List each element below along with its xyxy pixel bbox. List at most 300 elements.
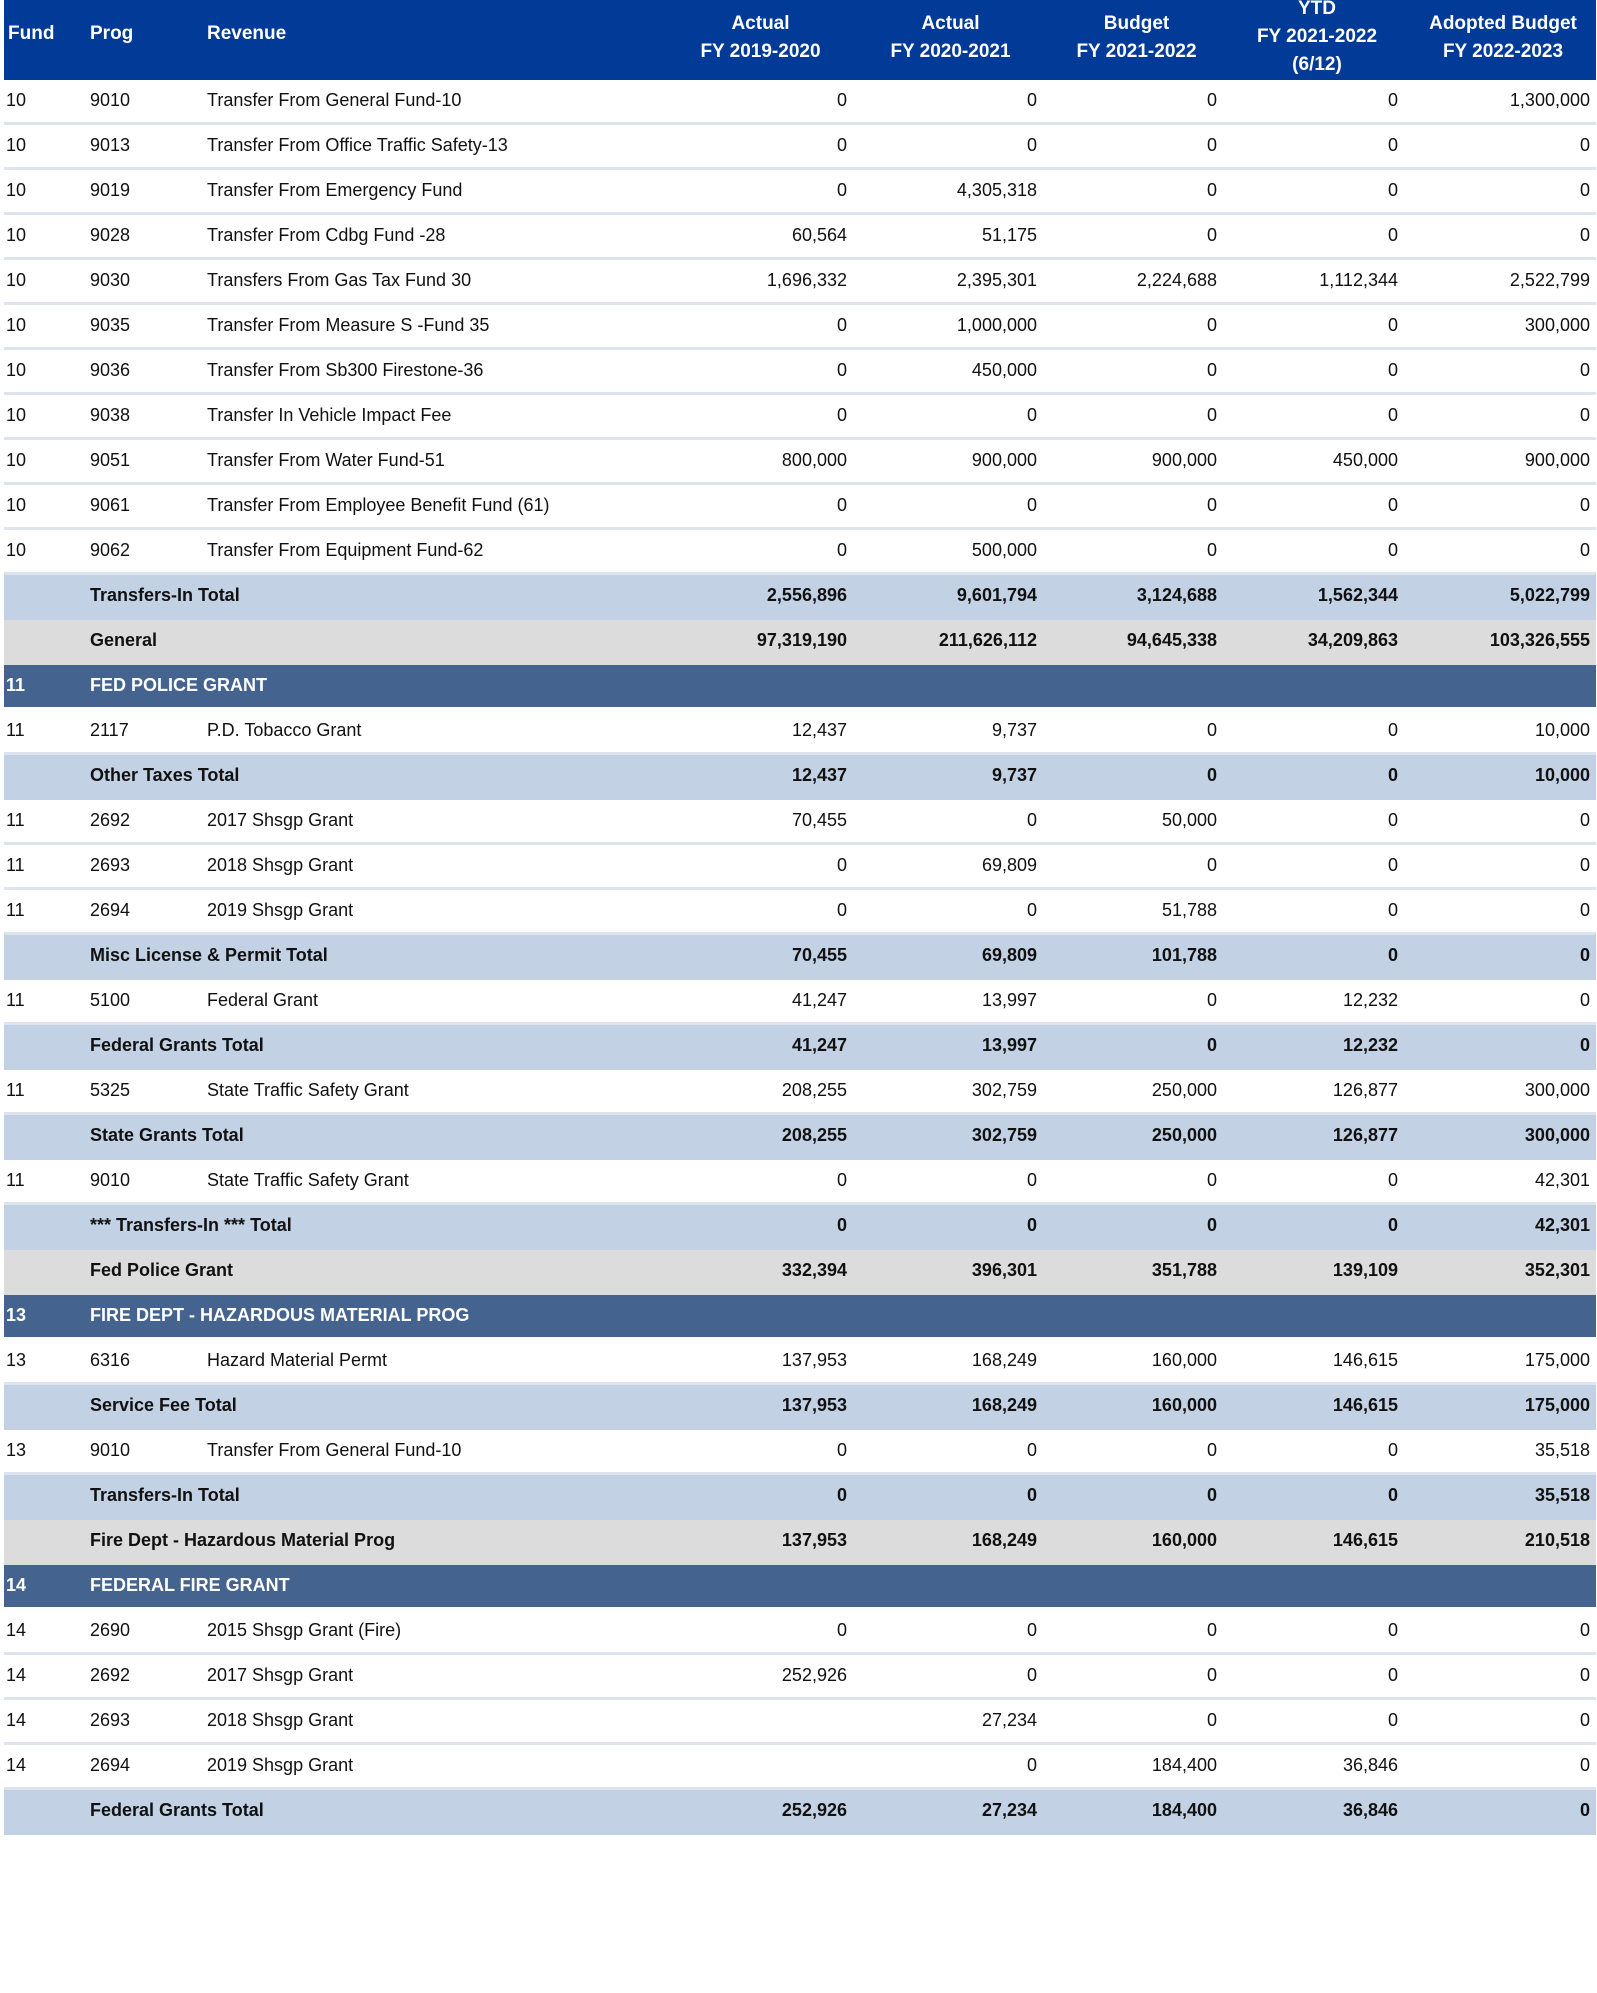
amount-col4: 0	[1387, 180, 1398, 200]
fund-cell: 10	[6, 495, 27, 515]
amount-col2: 13,997	[981, 1035, 1037, 1055]
fund-title: FIRE DEPT - HAZARDOUS MATERIAL PROG	[90, 1305, 470, 1325]
amount-col4: 0	[1387, 720, 1398, 740]
amount-col4: 0	[1387, 225, 1398, 245]
fund-cell: 11	[6, 1170, 25, 1190]
table-row	[4, 395, 1596, 440]
amount-col4: 0	[1387, 1620, 1398, 1640]
amount-col5: 0	[1579, 1035, 1590, 1055]
amount-col1: 0	[836, 90, 847, 110]
amount-col2: 2,395,301	[956, 270, 1037, 290]
total-label: Fed Police Grant	[90, 1260, 234, 1280]
prog-cell: 2690	[90, 1620, 131, 1640]
prog-cell: 6316	[90, 1350, 131, 1370]
amount-col4: 0	[1387, 1440, 1398, 1460]
amount-col3: 0	[1206, 1035, 1217, 1055]
amount-col3: 0	[1206, 855, 1217, 875]
subtotal-row	[4, 1025, 1596, 1070]
prog-cell: 2693	[90, 1710, 131, 1730]
revenue-description: Transfer From Cdbg Fund -28	[207, 225, 446, 245]
prog-cell: 2694	[90, 900, 131, 920]
amount-col3: 160,000	[1151, 1395, 1217, 1415]
amount-col1: 0	[836, 495, 847, 515]
amount-col5: 0	[1579, 225, 1590, 245]
amount-col4: 146,615	[1332, 1530, 1398, 1550]
amount-col4: 146,615	[1332, 1350, 1398, 1370]
amount-col1: 800,000	[781, 450, 847, 470]
revenue-description: P.D. Tobacco Grant	[207, 720, 362, 740]
fund-cell: 14	[6, 1665, 27, 1685]
amount-col3: 0	[1206, 1665, 1217, 1685]
amount-col1: 0	[836, 1440, 847, 1460]
table-row	[4, 215, 1596, 260]
amount-col1: 137,953	[781, 1530, 847, 1550]
header-col3-line2: FY 2021-2022	[1076, 41, 1197, 62]
amount-col5: 900,000	[1524, 450, 1590, 470]
amount-col4: 0	[1387, 945, 1398, 965]
amount-col5: 42,301	[1534, 1170, 1590, 1190]
fund-number: 14	[6, 1575, 27, 1595]
table-row	[4, 485, 1596, 530]
amount-col2: 450,000	[971, 360, 1037, 380]
amount-col1: 70,455	[791, 945, 847, 965]
total-label: General	[90, 630, 158, 650]
amount-col2: 27,234	[981, 1800, 1037, 1820]
subtotal-row	[4, 1205, 1596, 1250]
amount-col5: 0	[1579, 180, 1590, 200]
amount-col1: 0	[836, 1620, 847, 1640]
amount-col1: 41,247	[791, 990, 847, 1010]
amount-col5: 0	[1579, 1620, 1590, 1640]
amount-col4: 12,232	[1342, 1035, 1398, 1055]
fund-section-header	[4, 1295, 1596, 1340]
amount-col3: 101,788	[1151, 945, 1217, 965]
prog-cell: 2693	[90, 855, 131, 875]
table-row	[4, 1745, 1596, 1790]
amount-col5: 300,000	[1524, 315, 1590, 335]
amount-col3: 0	[1206, 315, 1217, 335]
revenue-description: Transfer From Equipment Fund-62	[207, 540, 484, 560]
revenue-description: Transfer From General Fund-10	[207, 90, 462, 110]
fund-cell: 11	[6, 720, 25, 740]
amount-col5: 0	[1579, 1665, 1590, 1685]
prog-cell: 9028	[90, 225, 131, 245]
amount-col1: 0	[836, 1485, 847, 1505]
prog-cell: 9061	[90, 495, 131, 515]
amount-col4: 0	[1387, 1665, 1398, 1685]
amount-col5: 10,000	[1534, 720, 1590, 740]
amount-col5: 210,518	[1524, 1530, 1590, 1550]
amount-col1: 70,455	[791, 810, 847, 830]
amount-col5: 0	[1579, 135, 1590, 155]
amount-col2: 396,301	[971, 1260, 1037, 1280]
total-label: State Grants Total	[90, 1125, 244, 1145]
amount-col4: 0	[1387, 1170, 1398, 1190]
prog-cell: 9019	[90, 180, 131, 200]
fund-cell: 13	[6, 1350, 27, 1370]
table-row	[4, 1700, 1596, 1745]
amount-col1: 41,247	[791, 1035, 847, 1055]
total-label: Federal Grants Total	[90, 1035, 264, 1055]
amount-col2: 4,305,318	[956, 180, 1037, 200]
table-row	[4, 305, 1596, 350]
amount-col2: 51,175	[981, 225, 1037, 245]
table-row	[4, 530, 1596, 575]
amount-col3: 50,000	[1161, 810, 1217, 830]
amount-col3: 0	[1206, 1620, 1217, 1640]
amount-col1: 252,926	[781, 1800, 847, 1820]
amount-col2: 0	[1026, 900, 1037, 920]
amount-col1: 2,556,896	[766, 585, 847, 605]
fund-cell: 14	[6, 1710, 27, 1730]
amount-col1: 97,319,190	[756, 630, 847, 650]
fund-cell: 10	[6, 225, 27, 245]
total-label: Federal Grants Total	[90, 1800, 264, 1820]
amount-col2: 168,249	[971, 1530, 1037, 1550]
amount-col1: 0	[836, 1215, 847, 1235]
amount-col3: 0	[1206, 180, 1217, 200]
fund-cell: 10	[6, 270, 27, 290]
amount-col4: 1,112,344	[1319, 270, 1398, 290]
amount-col1: 0	[836, 855, 847, 875]
prog-cell: 5100	[90, 990, 131, 1010]
amount-col2: 69,809	[981, 945, 1037, 965]
amount-col1: 0	[836, 315, 847, 335]
amount-col2: 500,000	[971, 540, 1037, 560]
amount-col2: 0	[1026, 1485, 1037, 1505]
amount-col2: 69,809	[981, 855, 1037, 875]
table-row	[4, 1340, 1596, 1385]
amount-col2: 302,759	[971, 1125, 1037, 1145]
header-col4-line3: (6/12)	[1292, 54, 1342, 75]
prog-cell: 9035	[90, 315, 131, 335]
amount-col3: 51,788	[1161, 900, 1217, 920]
amount-col5: 175,000	[1524, 1350, 1590, 1370]
header-col2-line1: Actual	[921, 13, 980, 34]
prog-cell: 2692	[90, 1665, 131, 1685]
amount-col5: 35,518	[1534, 1440, 1590, 1460]
prog-cell: 9010	[90, 1440, 131, 1460]
revenue-description: Transfers From Gas Tax Fund 30	[207, 270, 472, 290]
amount-col4: 0	[1387, 855, 1398, 875]
amount-col3: 0	[1206, 1170, 1217, 1190]
amount-col3: 0	[1206, 990, 1217, 1010]
amount-col4: 139,109	[1332, 1260, 1398, 1280]
revenue-description: 2019 Shsgp Grant	[207, 1755, 354, 1775]
subtotal-row	[4, 1475, 1596, 1520]
amount-col5: 175,000	[1524, 1395, 1590, 1415]
amount-col4: 0	[1387, 360, 1398, 380]
revenue-description: Hazard Material Permt	[207, 1350, 388, 1370]
prog-cell: 9013	[90, 135, 131, 155]
amount-col1: 0	[836, 1170, 847, 1190]
amount-col5: 2,522,799	[1509, 270, 1590, 290]
amount-col2: 168,249	[971, 1350, 1037, 1370]
subtotal-row	[4, 935, 1596, 980]
amount-col3: 184,400	[1151, 1755, 1217, 1775]
amount-col3: 160,000	[1151, 1530, 1217, 1550]
amount-col4: 0	[1387, 495, 1398, 515]
amount-col4: 0	[1387, 900, 1398, 920]
amount-col5: 0	[1579, 405, 1590, 425]
prog-cell: 2694	[90, 1755, 131, 1775]
amount-col5: 300,000	[1524, 1125, 1590, 1145]
total-label: Transfers-In Total	[90, 585, 240, 605]
amount-col2: 211,626,112	[938, 630, 1037, 650]
amount-col3: 0	[1206, 1215, 1217, 1235]
subtotal-row	[4, 575, 1596, 620]
amount-col3: 250,000	[1151, 1125, 1217, 1145]
amount-col2: 0	[1026, 1620, 1037, 1640]
amount-col2: 0	[1026, 1215, 1037, 1235]
fund-title: FED POLICE GRANT	[90, 675, 268, 695]
amount-col5: 10,000	[1534, 765, 1590, 785]
amount-col3: 0	[1206, 360, 1217, 380]
amount-col3: 900,000	[1151, 450, 1217, 470]
amount-col2: 0	[1026, 1170, 1037, 1190]
amount-col1: 0	[836, 540, 847, 560]
table-body	[4, 80, 1596, 1835]
amount-col3: 160,000	[1151, 1350, 1217, 1370]
header-fund: Fund	[8, 23, 55, 44]
revenue-description: Transfer From Measure S -Fund 35	[207, 315, 490, 335]
header-revenue: Revenue	[207, 23, 287, 44]
prog-cell: 9030	[90, 270, 131, 290]
total-label: Transfers-In Total	[90, 1485, 240, 1505]
revenue-description: 2018 Shsgp Grant	[207, 855, 354, 875]
table-row	[4, 260, 1596, 305]
amount-col1: 0	[836, 405, 847, 425]
revenue-description: Transfer From General Fund-10	[207, 1440, 462, 1460]
fund-cell: 14	[6, 1755, 27, 1775]
prog-cell: 9010	[90, 90, 131, 110]
total-label: Fire Dept - Hazardous Material Prog	[90, 1530, 396, 1550]
amount-col5: 1,300,000	[1509, 90, 1590, 110]
fund-cell: 10	[6, 90, 27, 110]
prog-cell: 9036	[90, 360, 131, 380]
fund-number: 13	[6, 1305, 27, 1325]
amount-col2: 302,759	[971, 1080, 1037, 1100]
amount-col4: 126,877	[1332, 1080, 1398, 1100]
amount-col1: 208,255	[781, 1125, 847, 1145]
amount-col5: 5,022,799	[1509, 585, 1590, 605]
table-row	[4, 1430, 1596, 1475]
amount-col2: 0	[1026, 495, 1037, 515]
fund-number: 11	[6, 675, 26, 695]
subtotal-row	[4, 1115, 1596, 1160]
amount-col5: 0	[1579, 1710, 1590, 1730]
revenue-description: Transfer In Vehicle Impact Fee	[207, 405, 452, 425]
fund-cell: 13	[6, 1440, 27, 1460]
amount-col4: 36,846	[1342, 1755, 1398, 1775]
amount-col4: 0	[1387, 405, 1398, 425]
amount-col4: 0	[1387, 540, 1398, 560]
amount-col3: 0	[1206, 765, 1217, 785]
fund-cell: 10	[6, 450, 27, 470]
revenue-description: Transfer From Emergency Fund	[207, 180, 463, 200]
amount-col2: 0	[1026, 405, 1037, 425]
table-row	[4, 170, 1596, 215]
amount-col5: 0	[1579, 900, 1590, 920]
header-prog: Prog	[90, 23, 134, 44]
revenue-description: State Traffic Safety Grant	[207, 1080, 409, 1100]
fund-total-row	[4, 620, 1596, 665]
table-row	[4, 980, 1596, 1025]
amount-col5: 0	[1579, 1755, 1590, 1775]
amount-col5: 42,301	[1534, 1215, 1590, 1235]
amount-col1: 252,926	[781, 1665, 847, 1685]
amount-col1: 137,953	[781, 1350, 847, 1370]
table-row	[4, 845, 1596, 890]
amount-col3: 0	[1206, 1710, 1217, 1730]
total-label: Misc License & Permit Total	[90, 945, 328, 965]
fund-cell: 10	[6, 135, 27, 155]
total-label: Service Fee Total	[90, 1395, 237, 1415]
amount-col2: 9,601,794	[956, 585, 1037, 605]
revenue-description: Transfer From Water Fund-51	[207, 450, 445, 470]
amount-col1: 0	[836, 900, 847, 920]
fund-cell: 10	[6, 540, 27, 560]
amount-col2: 0	[1026, 1665, 1037, 1685]
amount-col2: 0	[1026, 810, 1037, 830]
amount-col4: 12,232	[1342, 990, 1398, 1010]
fund-cell: 10	[6, 315, 27, 335]
fund-total-row	[4, 1520, 1596, 1565]
subtotal-row	[4, 1385, 1596, 1430]
amount-col4: 36,846	[1342, 1800, 1398, 1820]
amount-col5: 0	[1579, 990, 1590, 1010]
amount-col5: 35,518	[1534, 1485, 1590, 1505]
revenue-table	[4, 0, 1596, 1835]
header-col5-line2: FY 2022-2023	[1442, 41, 1564, 62]
amount-col3: 94,645,338	[1126, 630, 1217, 650]
amount-col5: 0	[1579, 495, 1590, 515]
header-col1-line2: FY 2019-2020	[700, 41, 821, 62]
header-col1-line1: Actual	[731, 13, 790, 34]
fund-cell: 11	[6, 855, 25, 875]
subtotal-row	[4, 755, 1596, 800]
amount-col3: 0	[1206, 225, 1217, 245]
table-row	[4, 125, 1596, 170]
revenue-description: Transfer From Sb300 Firestone-36	[207, 360, 484, 380]
prog-cell: 2692	[90, 810, 131, 830]
amount-col2: 0	[1026, 1755, 1037, 1775]
amount-col5: 300,000	[1524, 1080, 1590, 1100]
table-row	[4, 1160, 1596, 1205]
table-row	[4, 800, 1596, 845]
amount-col4: 0	[1387, 1215, 1398, 1235]
amount-col1: 0	[836, 135, 847, 155]
amount-col2: 13,997	[981, 990, 1037, 1010]
amount-col4: 450,000	[1332, 450, 1398, 470]
fund-cell: 10	[6, 405, 27, 425]
amount-col4: 0	[1387, 1710, 1398, 1730]
revenue-description: 2019 Shsgp Grant	[207, 900, 354, 920]
table-row	[4, 350, 1596, 395]
amount-col2: 0	[1026, 1440, 1037, 1460]
prog-cell: 2117	[90, 720, 129, 740]
table-header	[4, 0, 1596, 80]
fund-cell: 11	[6, 990, 25, 1010]
amount-col5: 0	[1579, 945, 1590, 965]
revenue-description: Transfer From Office Traffic Safety-13	[207, 135, 508, 155]
prog-cell: 9051	[90, 450, 131, 470]
amount-col3: 0	[1206, 405, 1217, 425]
amount-col4: 0	[1387, 765, 1398, 785]
amount-col3: 0	[1206, 135, 1217, 155]
prog-cell: 9038	[90, 405, 131, 425]
amount-col4: 0	[1387, 1485, 1398, 1505]
amount-col3: 2,224,688	[1136, 270, 1217, 290]
fund-cell: 11	[6, 810, 25, 830]
amount-col2: 900,000	[971, 450, 1037, 470]
fund-title: FEDERAL FIRE GRANT	[90, 1575, 290, 1595]
fund-cell: 10	[6, 180, 27, 200]
amount-col1: 12,437	[791, 720, 847, 740]
amount-col3: 351,788	[1151, 1260, 1217, 1280]
amount-col2: 1,000,000	[956, 315, 1037, 335]
amount-col2: 9,737	[991, 765, 1037, 785]
amount-col1: 137,953	[781, 1395, 847, 1415]
prog-cell: 9010	[90, 1170, 131, 1190]
revenue-description: 2017 Shsgp Grant	[207, 1665, 354, 1685]
prog-cell: 5325	[90, 1080, 131, 1100]
amount-col4: 126,877	[1332, 1125, 1398, 1145]
amount-col4: 1,562,344	[1317, 585, 1398, 605]
table-row	[4, 80, 1596, 125]
revenue-description: Transfer From Employee Benefit Fund (61)	[207, 495, 550, 515]
amount-col5: 0	[1579, 810, 1590, 830]
fund-cell: 11	[6, 1080, 25, 1100]
revenue-description: Federal Grant	[207, 990, 319, 1010]
amount-col1: 0	[836, 180, 847, 200]
header-col5-line1: Adopted Budget	[1429, 13, 1577, 34]
subtotal-row	[4, 1790, 1596, 1835]
amount-col5: 103,326,555	[1489, 630, 1590, 650]
table-row	[4, 1070, 1596, 1115]
revenue-description: 2018 Shsgp Grant	[207, 1710, 354, 1730]
fund-total-row	[4, 1250, 1596, 1295]
amount-col1: 1,696,332	[766, 270, 847, 290]
amount-col4: 0	[1387, 315, 1398, 335]
total-label: Other Taxes Total	[90, 765, 240, 785]
fund-cell: 11	[6, 900, 25, 920]
amount-col3: 0	[1206, 1485, 1217, 1505]
amount-col3: 0	[1206, 90, 1217, 110]
amount-col4: 34,209,863	[1307, 630, 1398, 650]
amount-col5: 0	[1579, 1800, 1590, 1820]
amount-col2: 9,737	[991, 720, 1037, 740]
amount-col4: 0	[1387, 135, 1398, 155]
amount-col1: 208,255	[781, 1080, 847, 1100]
amount-col1: 0	[836, 360, 847, 380]
prog-cell: 9062	[90, 540, 131, 560]
header-col4-line2: FY 2021-2022	[1256, 26, 1378, 47]
amount-col3: 3,124,688	[1136, 585, 1217, 605]
revenue-description: 2017 Shsgp Grant	[207, 810, 354, 830]
table-row	[4, 1655, 1596, 1700]
amount-col4: 146,615	[1332, 1395, 1398, 1415]
fund-cell: 14	[6, 1620, 27, 1640]
amount-col4: 0	[1387, 810, 1398, 830]
amount-col5: 0	[1579, 360, 1590, 380]
fund-cell: 10	[6, 360, 27, 380]
header-col2-line2: FY 2020-2021	[890, 41, 1011, 62]
revenue-description: State Traffic Safety Grant	[207, 1170, 409, 1190]
table-row	[4, 890, 1596, 935]
amount-col3: 184,400	[1151, 1800, 1217, 1820]
fund-section-header	[4, 1565, 1596, 1610]
